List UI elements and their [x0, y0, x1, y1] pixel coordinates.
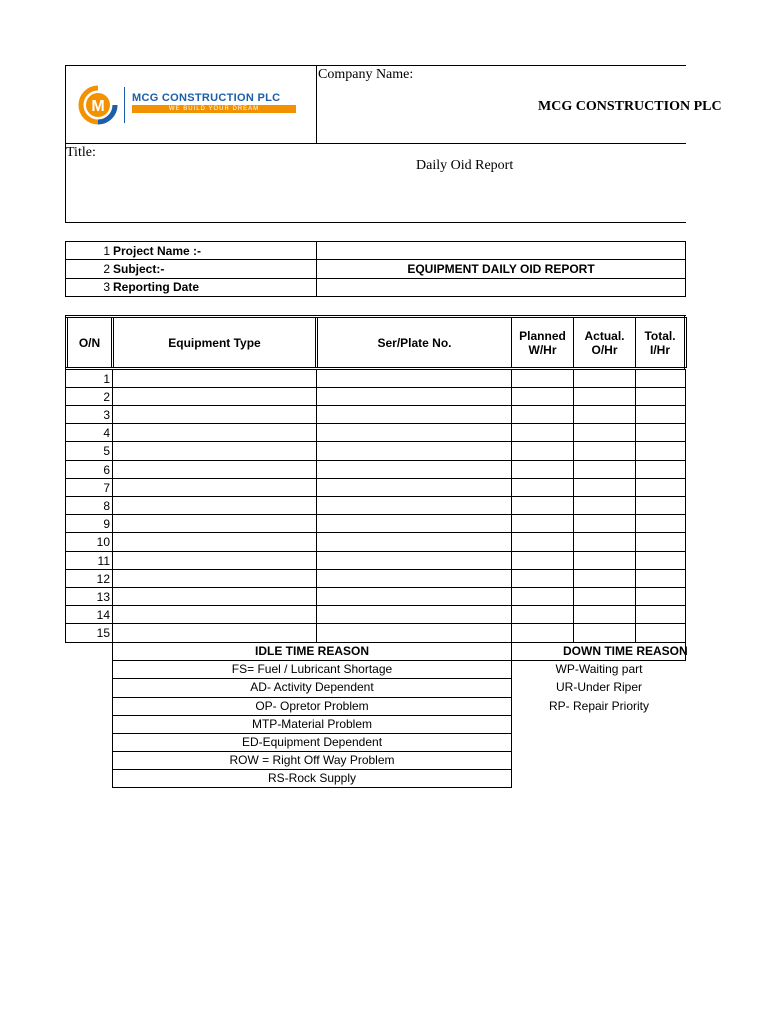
column-header-actual-hours: Actual. O/Hr — [584, 328, 625, 357]
company-name-label: Company Name: — [318, 67, 414, 82]
info-row-number: 3 — [103, 280, 110, 294]
table-row-number: 7 — [103, 481, 110, 495]
column-header-planned-hours: Planned W/Hr — [519, 328, 566, 357]
column-header-order-number: O/N — [78, 335, 101, 350]
idle-legend-item: RS-Rock Supply — [267, 771, 357, 785]
column-header-idle-hours: Total. I/Hr — [644, 328, 676, 357]
info-label-subject: Subject:- — [113, 262, 165, 276]
table-row-number: 8 — [103, 499, 110, 513]
idle-legend-item: ROW = Right Off Way Problem — [229, 753, 395, 767]
down-legend-item: UR-Under Riper — [555, 680, 643, 694]
table-row-number: 11 — [97, 554, 110, 568]
table-row-number: 6 — [103, 463, 110, 477]
idle-legend-item: FS= Fuel / Lubricant Shortage — [231, 662, 393, 676]
idle-legend-title: IDLE TIME REASON — [254, 644, 369, 658]
svg-text:M: M — [91, 98, 105, 115]
down-legend-title: DOWN TIME REASON — [563, 644, 688, 658]
column-header-equipment-type: Equipment Type — [168, 335, 261, 350]
info-label-project-name: Project Name :- — [113, 244, 202, 258]
table-row-number: 5 — [103, 444, 110, 458]
down-legend-item: RP- Repair Priority — [548, 699, 650, 713]
table-row-number: 9 — [103, 517, 110, 531]
table-row-number: 15 — [96, 626, 110, 640]
table-row-number: 13 — [96, 590, 110, 604]
logo-tagline-text: WE BUILD YOUR DREAM — [168, 106, 260, 112]
table-row-number: 4 — [103, 426, 110, 440]
down-legend-item: WP-Waiting part — [555, 662, 643, 676]
info-row-number: 1 — [103, 244, 110, 258]
idle-legend-item: OP- Opretor Problem — [255, 699, 369, 713]
info-label-reporting-date: Reporting Date — [113, 280, 200, 294]
idle-legend-item: AD- Activity Dependent — [250, 680, 374, 694]
table-row-number: 3 — [103, 408, 110, 422]
table-row-number: 10 — [96, 535, 110, 549]
idle-legend-item: MTP-Material Problem — [251, 717, 373, 731]
table-row-number: 12 — [96, 572, 110, 586]
company-name-value: MCG CONSTRUCTION PLC — [538, 99, 722, 114]
column-header-plate-number: Ser/Plate No. — [377, 335, 452, 350]
table-row-number: 2 — [103, 390, 110, 404]
logo-brand-text: MCG CONSTRUCTION PLC — [132, 92, 281, 104]
info-value-subject[interactable]: EQUIPMENT DAILY OID REPORT — [407, 262, 595, 276]
report-title: Daily Oid Report — [416, 158, 514, 173]
logo-mark-icon — [78, 85, 118, 125]
idle-legend-item: ED-Equipment Dependent — [241, 735, 383, 749]
logo-divider — [124, 87, 125, 123]
title-label: Title: — [66, 145, 96, 160]
company-logo — [78, 85, 298, 125]
info-row-number: 2 — [103, 262, 110, 276]
table-row-number: 14 — [96, 608, 110, 622]
table-row-number: 1 — [103, 372, 110, 386]
